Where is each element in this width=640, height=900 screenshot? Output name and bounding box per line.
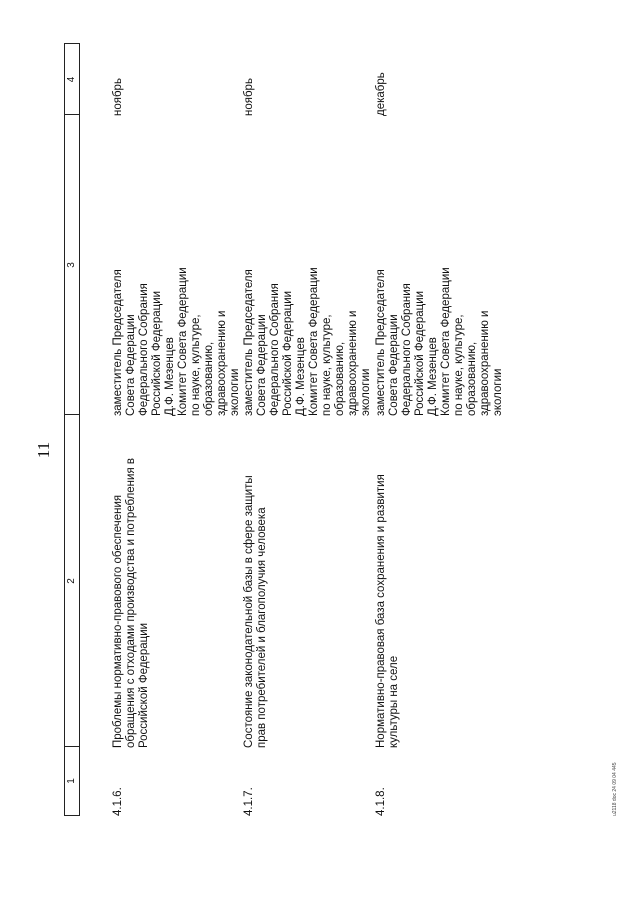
item-number: 4.1.7. xyxy=(243,787,255,816)
item-title: Нормативно-правовая база сохранения и развития культуры на селе xyxy=(375,470,400,748)
item-title: Состояние законодательной базы в сфере защиты прав потребителей и благополучия человека xyxy=(243,472,268,748)
item-responsible: заместитель Председателя Совета Федерации Федерального Собрания Российской Федерации Д.Ф. Мезенцев Комитет Совета Федерации по науке, культуре, образованию, здравоохранению и экологии xyxy=(375,267,504,416)
item-responsible: заместитель Председателя Совета Федерации Федерального Собрания Российской Федерации Д.Ф. Мезенцев Комитет Совета Федерации по науке, культуре, образованию, здравоохранению и экологии xyxy=(112,267,241,416)
item-deadline: ноябрь xyxy=(243,78,255,116)
file-footer: u2118 doc 24 09 04 445 xyxy=(612,762,618,816)
table-header xyxy=(64,43,80,816)
page-number: 11 xyxy=(34,441,53,459)
item-number: 4.1.6. xyxy=(112,787,124,816)
item-deadline: декабрь xyxy=(375,72,387,116)
header-col-3: 3 xyxy=(66,262,77,268)
header-col-4: 4 xyxy=(66,76,77,83)
item-title: Проблемы нормативно-правового обеспечения обращения с отходами производства и потребления в Российской Федерации xyxy=(112,454,150,748)
header-col-1: 1 xyxy=(66,778,77,784)
item-responsible: заместитель Председателя Совета Федерации Федерального Собрания Российской Федерации Д.Ф. Мезенцев Комитет Совета Федерации по науке, культуре, образованию, здравоохранению и экологии xyxy=(243,267,372,416)
item-number: 4.1.8. xyxy=(375,787,387,816)
item-deadline: ноябрь xyxy=(112,78,124,116)
header-col-2: 2 xyxy=(66,578,77,584)
